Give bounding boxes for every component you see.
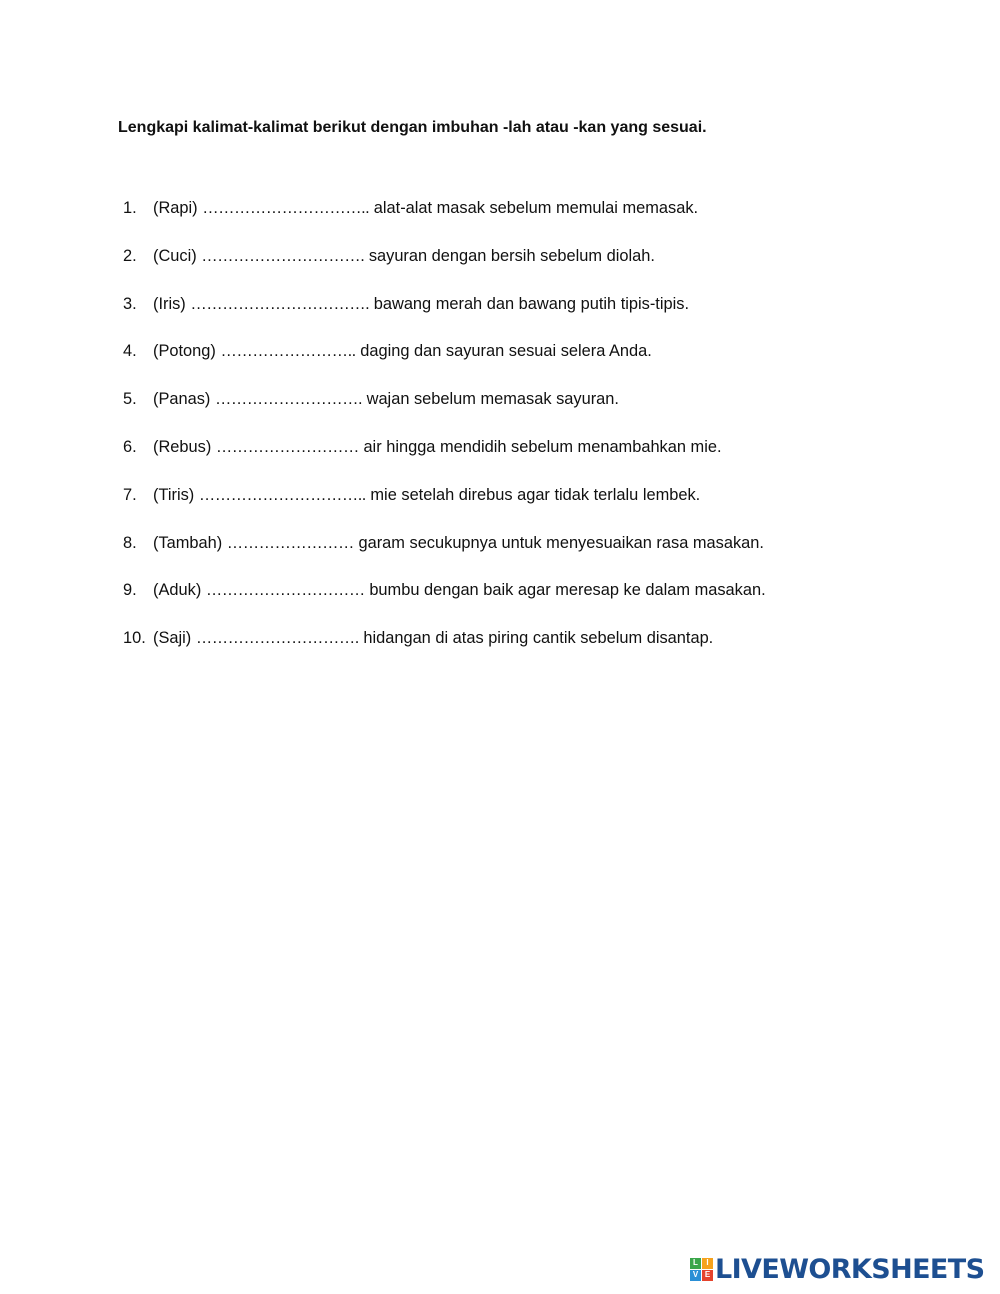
list-item: [123, 245, 943, 293]
list-item: [123, 197, 943, 245]
item-rest: garam secukupnya untuk menyesuaikan rasa masakan.: [358, 533, 764, 552]
item-number: 3.: [123, 294, 137, 313]
logo-mark-cell: L: [690, 1258, 701, 1269]
item-number: 7.: [123, 485, 137, 504]
logo-mark-icon: [690, 1258, 713, 1281]
item-number: 10.: [123, 629, 146, 648]
item-word: (Cuci): [153, 246, 197, 265]
item-rest: alat-alat masak sebelum memulai memasak.: [373, 199, 699, 217]
item-blank[interactable]: …………………………: [205, 581, 365, 600]
instruction-heading: Lengkapi kalimat-kalimat berikut dengan imbuhan -lah atau -kan yang sesuai.: [118, 119, 707, 136]
list-item: [123, 388, 943, 436]
item-blank[interactable]: ……………………….: [214, 390, 363, 409]
logo-mark-cell: V: [690, 1270, 701, 1281]
item-blank[interactable]: ………………………: [215, 437, 359, 456]
item-text: [153, 532, 764, 554]
list-item: [123, 484, 943, 532]
item-number: 5.: [123, 390, 137, 409]
item-rest: air hingga mendidih sebelum menambahkan mie.: [363, 437, 722, 456]
list-item: [123, 340, 943, 388]
item-number: 9.: [123, 581, 137, 600]
item-blank[interactable]: …………………………..: [202, 199, 370, 217]
item-word: (Panas): [153, 390, 211, 409]
item-blank[interactable]: …………………………..: [198, 485, 366, 504]
list-item: [123, 579, 943, 627]
list-item: [123, 436, 943, 484]
item-text: [153, 293, 689, 315]
item-blank[interactable]: ……………………: [226, 533, 354, 552]
list-item: [123, 532, 943, 580]
item-word: (Iris): [153, 294, 186, 313]
logo-mark-cell: I: [702, 1258, 713, 1269]
item-text: [153, 340, 652, 362]
item-rest: sayuran dengan bersih sebelum diolah.: [368, 246, 655, 265]
item-number: 4.: [123, 342, 137, 361]
logo-text: LIVEWORKSHEETS: [715, 1253, 985, 1285]
item-word: (Saji): [153, 629, 192, 648]
item-text: [153, 388, 619, 410]
item-blank[interactable]: ………………………….: [195, 629, 359, 648]
item-word: (Tiris): [153, 485, 195, 504]
item-blank[interactable]: ………………………….: [201, 246, 365, 265]
item-text: [153, 627, 713, 649]
item-blank[interactable]: …………………………….: [190, 294, 370, 313]
item-blank[interactable]: ……………………..: [220, 342, 356, 361]
exercise-list: [123, 197, 943, 675]
item-number: 2.: [123, 246, 137, 265]
item-rest: hidangan di atas piring cantik sebelum disantap.: [363, 629, 714, 648]
item-number: 8.: [123, 533, 137, 552]
item-word: (Rebus): [153, 437, 212, 456]
item-text: [153, 579, 766, 601]
item-rest: bumbu dengan baik agar meresap ke dalam masakan.: [369, 581, 766, 600]
item-text: [153, 484, 700, 506]
list-item: [123, 627, 943, 675]
item-text: [153, 245, 655, 267]
item-word: (Potong): [153, 342, 216, 361]
item-word: (Rapi): [153, 199, 198, 217]
item-number: 1.: [123, 199, 137, 217]
item-rest: daging dan sayuran sesuai selera Anda.: [360, 342, 652, 361]
item-text: [153, 197, 698, 219]
item-word: (Tambah): [153, 533, 223, 552]
liveworksheets-logo: [690, 1252, 984, 1286]
item-rest: bawang merah dan bawang putih tipis-tipis.: [373, 294, 690, 313]
item-number: 6.: [123, 437, 137, 456]
item-word: (Aduk): [153, 581, 202, 600]
item-rest: wajan sebelum memasak sayuran.: [366, 390, 619, 409]
item-rest: mie setelah direbus agar tidak terlalu lembek.: [370, 485, 701, 504]
logo-mark-cell: E: [702, 1270, 713, 1281]
list-item: [123, 293, 943, 341]
item-text: [153, 436, 722, 458]
